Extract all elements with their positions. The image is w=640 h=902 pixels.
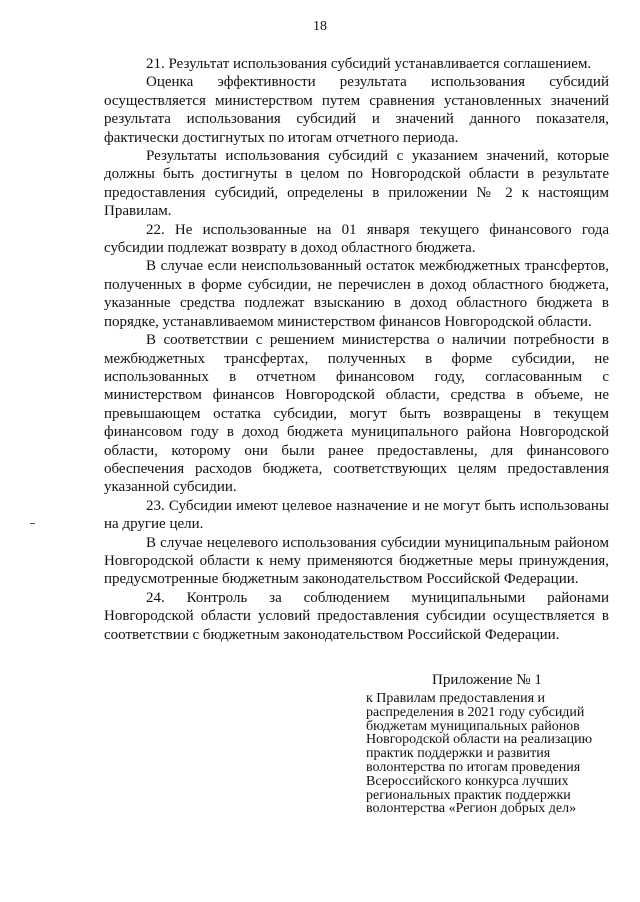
page-number: 18 — [313, 19, 327, 34]
paragraph-24-control: 24. Контроль за соблюдением муниципальными районами Новгородской области условий предоставления субсидии осуществляется в соответствии с бюджетным законодательством Российской Федерации. — [104, 589, 609, 643]
paragraph-21-result: 21. Результат использования субсидий устанавливается соглашением. — [146, 56, 592, 72]
document-body — [104, 55, 609, 644]
paragraph-misuse: В случае нецелевого использования субсидии муниципальным районом Новгородской области к нему применяются бюджетные меры принуждения, предусмотренные бюджетным законодательством Российской Федерации. — [104, 534, 609, 588]
paragraph-22-return: 22. Не использованные на 01 января текущего финансового года субсидии подлежат возврату в доход областного бюджета. — [104, 221, 609, 257]
appendix-heading: Приложение № 1 — [432, 672, 542, 688]
paragraph-unused-balance: В случае если неиспользованный остаток межбюджетных трансфертов, полученных в форме субсидии, не перечислен в доход областного бюджета, указанные средства подлежат взысканию в доход областного бюджета в порядке, устанавливаемом министерством финансов Новгородской области. — [104, 258, 609, 330]
paragraph-results-appendix-2: Результаты использования субсидий с указанием значений, которые должны быть достигнуты в целом по Новгородской области в результате предоставления субсидий, определены в приложении № 2 к настоящим Правилам. — [104, 148, 609, 220]
paragraph-23-purpose: 23. Субсидии имеют целевое назначение и не могут быть использованы на другие цели. — [104, 497, 609, 533]
appendix-description: к Правилам предоставления и распределения в 2021 году субсидий бюджетам муниципальных районов Новгородской области на реализацию практик поддержки и развития волонтерства по итогам проведения Всероссийского конкурса лучших региональных практик поддержки волонтерства «Регион добрых дел» — [366, 691, 593, 817]
paragraph-efficiency-evaluation: Оценка эффективности результата использования субсидий осуществляется министерством путем сравнения установленных значений результата использования субсидий и значений данного показателя, фактически достигнутых по итогам отчетного периода. — [104, 74, 609, 146]
paragraph-ministry-decision: В соответствии с решением министерства о наличии потребности в межбюджетных трансфертах, полученных в форме субсидии, не использованных в отчетном финансовом году, согласованным с министерством финансов Новгородской области, средства в объеме, не превышающем остатка субсидии, могут быть возвращены в текущем финансовом году в доход бюджета муниципального района Новгородской области, которому они были ранее предоставлены, для финансового обеспечения расходов бюджета, соответствующих целям предоставления указанной субсидии. — [104, 332, 609, 496]
margin-mark — [30, 523, 35, 524]
